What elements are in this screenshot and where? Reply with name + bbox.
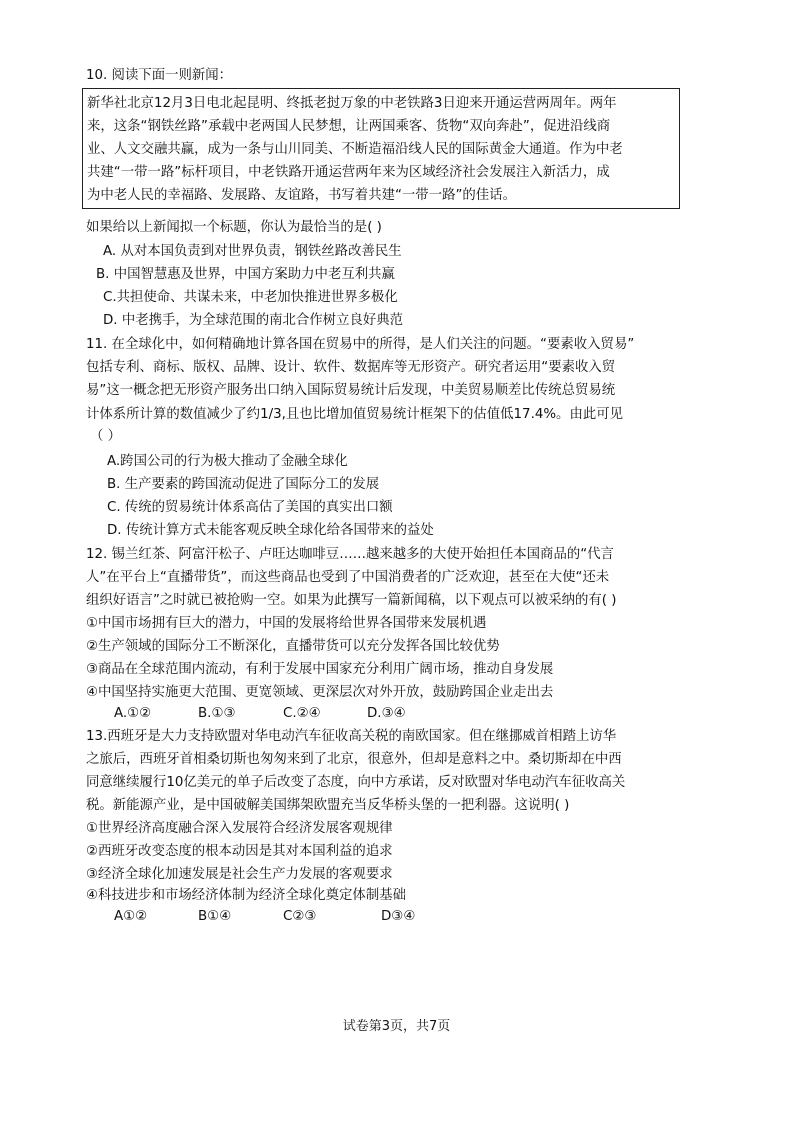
q12-statement: ②生产领域的国际分工不断深化，直播带货可以充分发挥各国比较优势: [86, 639, 500, 654]
q12-choice-d: D.③④: [367, 706, 406, 721]
q13-choice-c: C②③: [283, 909, 317, 924]
q13-stem: 同意继续履行10亿美元的单子后改变了态度，向中方承诺，反对欧盟对华电动汽车征收高关: [86, 775, 626, 790]
q10-option-b: B. 中国智慧惠及世界，中国方案助力中老互利共赢: [96, 267, 395, 282]
q13-statement: ③经济全球化加速发展是社会生产力发展的客观要求: [86, 867, 393, 882]
news-line: 业、人文交融共赢，成为一条与山川同美、不断造福沿线人民的国际黄金大通道。作为中老: [87, 142, 623, 157]
q13-stem: 13.西班牙是大力支持欧盟对华电动汽车征收高关税的南欧国家。但在继挪威首相踏上访华: [86, 729, 617, 744]
q11-stem: 计体系所计算的数值减少了约1/3,且也比增加值贸易统计框架下的估值低17.4%。由此可见: [86, 407, 624, 422]
q13-choice-b: B①④: [198, 909, 232, 924]
q12-stem: 人”在平台上“直播带货”，而这些商品也受到了中国消费者的广泛欢迎，甚至在大使“还未: [86, 570, 610, 585]
q12-statement: ④中国坚持实施更大范围、更宽领域、更深层次对外开放，鼓励跨国企业走出去: [86, 685, 554, 700]
q12-statement: ③商品在全球范围内流动，有利于发展中国家充分利用广阔市场，推动自身发展: [86, 662, 554, 677]
q12-choice-b: B.①③: [198, 706, 236, 721]
q10-title: 10. 阅读下面一则新闻：: [86, 68, 233, 83]
news-line: 新华社北京12月3日电北起昆明、终抵老挝万象的中老铁路3日迎来开通运营两周年。两年: [87, 96, 617, 111]
news-line: 来，这条“钢铁丝路”承载中老两国人民梦想，让两国乘客、货物“双向奔赴”，促进沿线商: [87, 119, 611, 134]
page-footer: 试卷第3页，共7页: [342, 1019, 451, 1034]
q11-stem: （ ）: [90, 429, 122, 444]
q10-option-d: D. 中老携手，为全球范围的南北合作树立良好典范: [103, 313, 404, 328]
q12-stem: 组织好语言”之时就已被抢购一空。如果为此撰写一篇新闻稿，以下观点可以被采纳的有( ): [86, 593, 617, 608]
q11-option-b: B. 生产要素的跨国流动促进了国际分工的发展: [107, 477, 380, 492]
q11-stem: 包括专利、商标、版权、品牌、设计、软件、数据库等无形资产。研究者运用“要素收入贸: [86, 360, 616, 375]
q13-choice-a: A①②: [114, 909, 148, 924]
q10-option-c: C.共担使命、共谋未来，中老加快推进世界多极化: [103, 290, 398, 305]
q13-statement: ②西班牙改变态度的根本动因是其对本国利益的追求: [86, 844, 393, 859]
q11-option-c: C. 传统的贸易统计体系高估了美国的真实出口额: [107, 500, 393, 515]
q13-stem: 之旅后，西班牙首相桑切斯也匆匆来到了北京，很意外，但却是意料之中。桑切斯却在中西: [86, 752, 622, 767]
q12-choice-a: A.①②: [114, 706, 152, 721]
q13-choice-d: D③④: [381, 909, 416, 924]
news-line: 共建“一带一路”标杆项目，中老铁路开通运营两年来为区域经济社会发展注入新活力，成: [87, 165, 610, 180]
q13-statement: ①世界经济高度融合深入发展符合经济发展客观规律: [86, 821, 393, 836]
q11-option-a: A.跨国公司的行为极大推动了金融全球化: [107, 454, 348, 469]
q12-stem: 12. 锡兰红茶、阿富汗松子、卢旺达咖啡豆……越来越多的大使开始担任本国商品的“代言: [86, 547, 614, 562]
q12-choice-c: C.②④: [283, 706, 321, 721]
q12-statement: ①中国市场拥有巨大的潜力，中国的发展将给世界各国带来发展机遇: [86, 616, 487, 631]
q10-question: 如果给以上新闻拟一个标题，你认为最恰当的是( ): [86, 220, 382, 235]
q11-option-d: D. 传统计算方式未能客观反映全球化给各国带来的益处: [107, 523, 434, 538]
news-line: 为中老人民的幸福路、发展路、友谊路，书写着共建“一带一路”的佳话。: [87, 188, 516, 203]
q13-stem: 税。新能源产业，是中国破解美国绑架欧盟充当反华桥头堡的一把利器。这说明( ): [86, 798, 570, 813]
q13-statement: ④科技进步和市场经济体制为经济全球化奠定体制基础: [86, 888, 406, 903]
q11-stem: 易”这一概念把无形资产服务出口纳入国际贸易统计后发现，中美贸易顺差比传统总贸易统: [86, 383, 616, 398]
q11-stem: 11. 在全球化中，如何精确地计算各国在贸易中的所得，是人们关注的问题。“要素收入贸易”: [86, 337, 635, 352]
q10-option-a: A. 从对本国负责到对世界负责，钢铁丝路改善民生: [103, 244, 402, 259]
